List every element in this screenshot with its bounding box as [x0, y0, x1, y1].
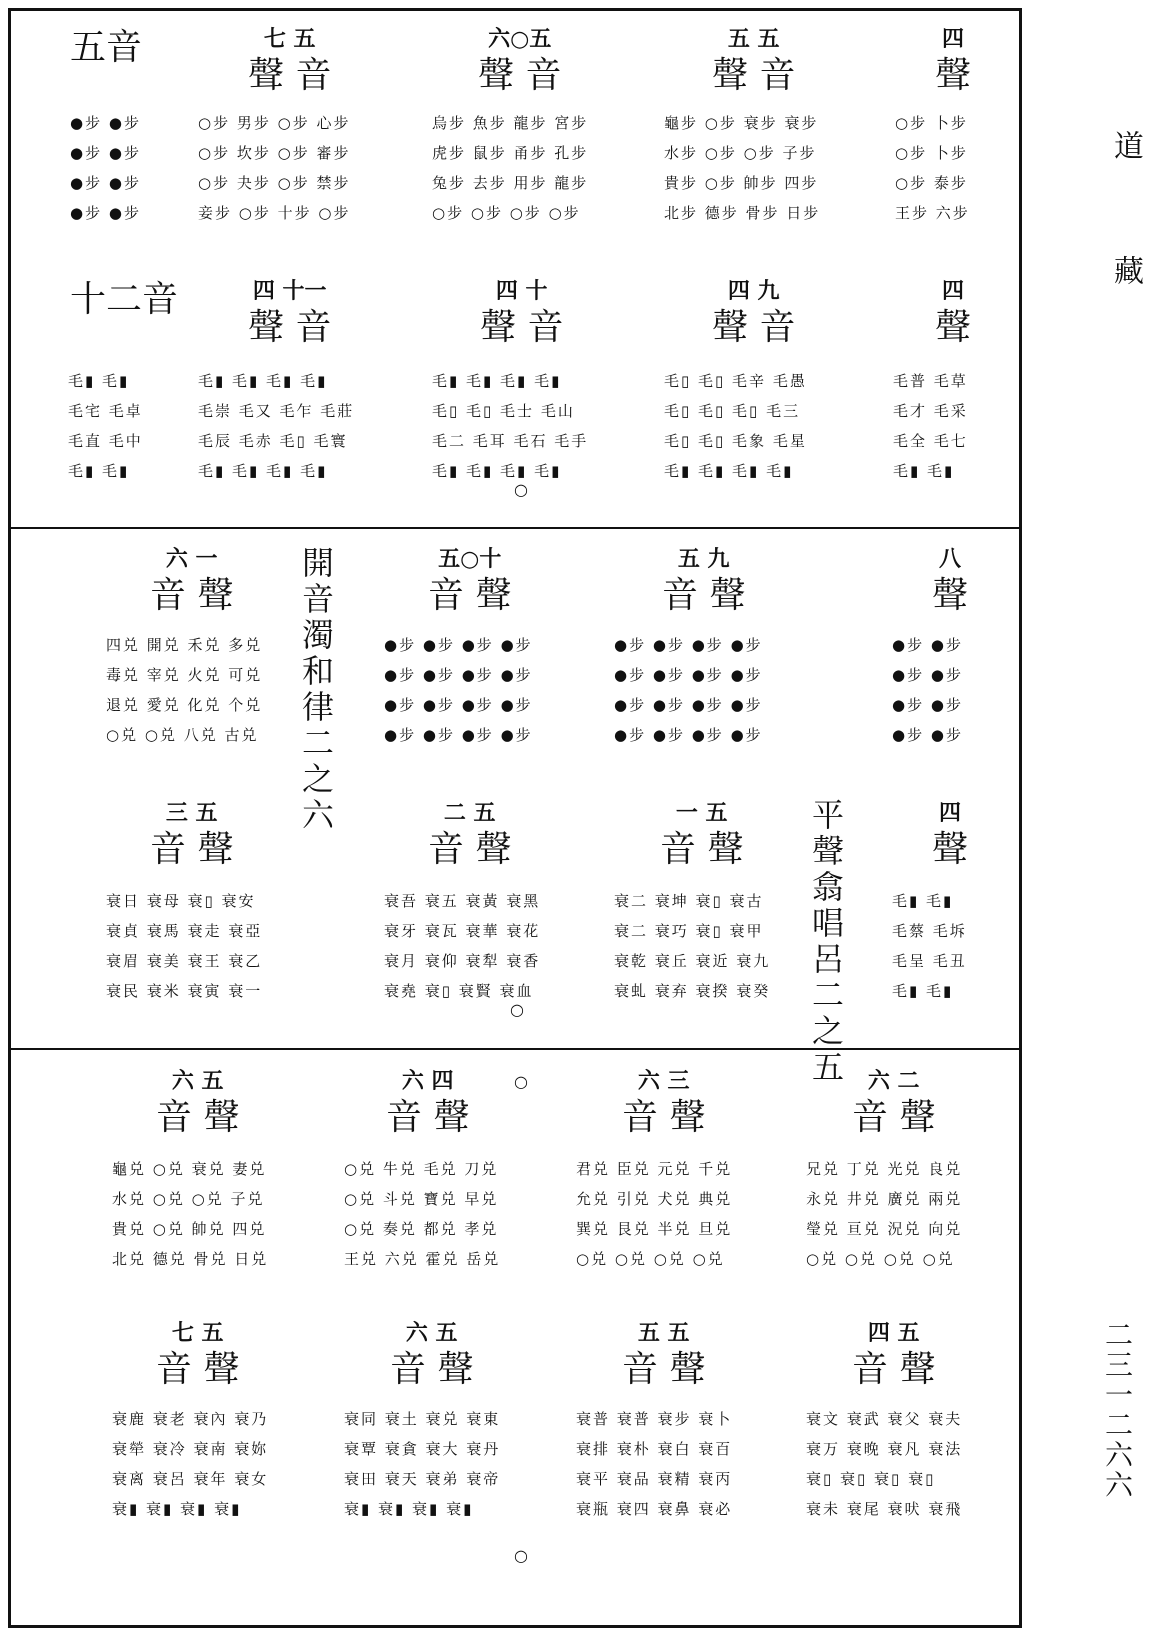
sound-row: 貴步 ○步 帥步 四步	[664, 174, 819, 192]
heading-column	[428, 802, 511, 868]
heading-column	[480, 280, 563, 346]
sound-row: 水兑 ○兑 ○兑 子兑	[112, 1190, 265, 1208]
sound-row: ●步 ●步	[70, 174, 141, 192]
heading-text: 聲 音	[712, 307, 796, 348]
table-heading	[932, 802, 968, 868]
sound-row: 衰眉 衰美 衰王 衰乙	[106, 952, 263, 970]
heading-column	[662, 548, 745, 614]
sound-row: 衰瓶 衰四 衰鼻 衰必	[576, 1500, 733, 1518]
sound-row: 毒兑 宰兑 火兑 可兑	[106, 666, 263, 684]
heading-text: 五音	[70, 27, 143, 68]
heading-top: 五 五	[727, 26, 780, 52]
sound-row: ○兑 斗兑 寶兑 早兑	[344, 1190, 499, 1208]
heading-text: 聲 音	[480, 307, 564, 348]
heading-top: 六○五	[488, 26, 552, 52]
sound-row: 衰堯 衰▯ 衰賢 衰血	[384, 982, 534, 1000]
heading-text: 聲	[935, 307, 972, 348]
sound-row: 衰月 衰仰 衰犁 衰香	[384, 952, 541, 970]
sound-row: ○兑 ○兑 八兑 古兑	[106, 726, 259, 744]
sound-row: 巽兑 艮兑 半兑 旦兑	[576, 1220, 733, 1238]
sound-row: 毛普 毛草	[893, 372, 968, 390]
table-heading	[428, 802, 511, 868]
heading-column	[712, 28, 795, 94]
heading-text: 音 聲	[150, 829, 234, 870]
heading-text: 十二音	[70, 279, 179, 320]
heading-top: 六 三	[637, 1068, 690, 1094]
sound-row: 北步 德步 骨步 日步	[664, 204, 821, 222]
sound-row: ●步 ●步	[892, 666, 963, 684]
sound-row: 毛▮ 毛▮	[892, 892, 954, 910]
sound-row: 毛崇 毛又 毛乍 毛莊	[198, 402, 355, 420]
sound-row: ●步 ●步	[892, 726, 963, 744]
heading-column	[935, 28, 971, 94]
heading-text: 音 聲	[428, 829, 512, 870]
heading-text: 音 聲	[662, 575, 746, 616]
heading-column	[932, 548, 968, 614]
sound-row: 龜兑 ○兑 衰兑 妻兑	[112, 1160, 267, 1178]
heading-top: 六 五	[405, 1320, 458, 1346]
sound-row: 永兑 井兑 廣兑 兩兑	[806, 1190, 963, 1208]
heading-top: 五 九	[677, 546, 730, 572]
sound-rows	[384, 886, 540, 1006]
circle-mark: ○	[510, 1000, 524, 1019]
sound-row: 毛宅 毛卓	[68, 402, 143, 420]
sound-row: 妾步 ○步 十步 ○步	[198, 204, 351, 222]
sound-row: 衰排 衰朴 衰白 衰百	[576, 1440, 733, 1458]
table-heading	[932, 548, 968, 614]
heading-column	[852, 1070, 935, 1136]
heading-top: 七 五	[171, 1320, 224, 1346]
table-heading	[70, 27, 143, 68]
sound-row: ●步 ●步 ●步 ●步	[384, 696, 533, 714]
sound-rows	[664, 108, 820, 228]
sound-row: 衰乾 衰丘 衰近 衰九	[614, 952, 771, 970]
sound-row: 貴兑 ○兑 帥兑 四兑	[112, 1220, 267, 1238]
sound-rows	[806, 1404, 962, 1524]
sound-row: 王步 六步	[895, 204, 970, 222]
heading-text: 音 聲	[156, 1349, 240, 1390]
sound-row: 衰覃 衰貪 衰大 衰丹	[344, 1440, 501, 1458]
heading-column	[390, 1322, 473, 1388]
sound-row: 毛▮ 毛▮	[893, 462, 955, 480]
sound-row: ○步 泰步	[895, 174, 968, 192]
heading-text: 聲	[932, 575, 969, 616]
sound-row: 衰文 衰武 衰父 衰夫	[806, 1410, 963, 1428]
sound-row: ●步 ●步 ●步 ●步	[614, 696, 763, 714]
sound-row: 衰吾 衰五 衰黃 衰黑	[384, 892, 541, 910]
sound-row: 毛蔡 毛坼	[892, 922, 967, 940]
sound-row: 毛▮ 毛▮ 毛▮ 毛▮	[198, 462, 328, 480]
heading-column	[935, 280, 971, 346]
sound-row: ○步 卜步	[895, 114, 968, 132]
sound-row: 衰貞 衰馬 衰走 衰亞	[106, 922, 263, 940]
sound-rows	[432, 366, 588, 486]
table-heading	[70, 279, 179, 320]
sound-rows	[895, 108, 970, 228]
heading-column	[386, 1070, 469, 1136]
sound-row: 衰二 衰巧 衰▯ 衰甲	[614, 922, 764, 940]
sound-rows	[614, 630, 763, 750]
heading-text: 音 聲	[660, 829, 744, 870]
heading-top: 六 四	[401, 1068, 454, 1094]
sound-row: 烏步 魚步 龍步 宮步	[432, 114, 589, 132]
sound-row: ●步 ●步 ●步 ●步	[384, 636, 533, 654]
page-number: 二三一二六六	[1101, 1320, 1134, 1500]
sound-rows	[198, 108, 350, 228]
sound-row: 衰▮ 衰▮ 衰▮ 衰▮	[112, 1500, 242, 1518]
sound-rows	[806, 1154, 962, 1274]
heading-top: 一 五	[675, 800, 728, 826]
sound-row: 衰万 衰晚 衰凡 衰法	[806, 1440, 963, 1458]
heading-text: 音 聲	[390, 1349, 474, 1390]
sound-row: 龜步 ○步 衰步 衰步	[664, 114, 819, 132]
heading-top: 四 十	[495, 278, 548, 304]
sound-row: ●步 ●步 ●步 ●步	[384, 666, 533, 684]
sound-row: 毛直 毛中	[68, 432, 143, 450]
heading-column	[248, 28, 331, 94]
sound-row: 君兑 臣兑 元兑 千兑	[576, 1160, 733, 1178]
sound-row: ●步 ●步 ●步 ●步	[384, 726, 533, 744]
heading-column	[622, 1070, 705, 1136]
section-title-open-harmony: 開音濁和律二之六	[297, 546, 335, 834]
table-heading	[712, 28, 795, 94]
sound-row: 兔步 去步 用步 龍步	[432, 174, 589, 192]
sound-row: 衰▯ 衰▯ 衰▯ 衰▯	[806, 1470, 936, 1488]
section-title-level-sing: 平聲翕唱呂二之五	[807, 798, 845, 1086]
sound-rows	[106, 886, 262, 1006]
heading-text: 聲 音	[248, 307, 332, 348]
heading-column	[622, 1322, 705, 1388]
sound-rows	[892, 630, 963, 750]
heading-column	[478, 28, 561, 94]
heading-top: 四	[942, 26, 965, 52]
heading-text: 音 聲	[622, 1097, 706, 1138]
sound-rows	[664, 366, 807, 486]
heading-top: 四 五	[867, 1320, 920, 1346]
heading-top: 六 五	[171, 1068, 224, 1094]
table-heading	[156, 1070, 239, 1136]
heading-text: 聲 音	[712, 55, 796, 96]
sound-row: 毛▮ 毛▮	[68, 372, 130, 390]
heading-top: 三 五	[165, 800, 218, 826]
heading-column	[932, 802, 968, 868]
sound-row: ●步 ●步 ●步 ●步	[614, 726, 763, 744]
heading-text: 音 聲	[852, 1349, 936, 1390]
heading-top: 八	[939, 546, 962, 572]
heading-column	[852, 1322, 935, 1388]
sound-row: 衰▮ 衰▮ 衰▮ 衰▮	[344, 1500, 474, 1518]
sound-rows	[112, 1404, 268, 1524]
circle-mark: ○	[514, 1546, 528, 1565]
heading-column	[248, 280, 331, 346]
table-heading	[622, 1070, 705, 1136]
sound-row: 毛才 毛采	[893, 402, 968, 420]
sound-row: 衰离 衰呂 衰年 衰女	[112, 1470, 269, 1488]
heading-column	[150, 548, 233, 614]
sound-row: 水步 ○步 ○步 子步	[664, 144, 817, 162]
sound-row: ●步 ●步 ●步 ●步	[614, 636, 763, 654]
heading-column	[712, 280, 795, 346]
table-heading	[712, 280, 795, 346]
sound-row: 毛▯ 毛▯ 毛▯ 毛三	[664, 402, 801, 420]
sound-row: 瑩兑 亘兑 況兑 向兑	[806, 1220, 963, 1238]
sound-row: 衰二 衰坤 衰▯ 衰古	[614, 892, 764, 910]
table-heading	[248, 28, 331, 94]
sound-row: 衰普 衰普 衰步 衰卜	[576, 1410, 733, 1428]
sound-rows	[432, 108, 588, 228]
divider-1	[8, 527, 1022, 529]
sound-row: ○步 ○步 ○步 ○步	[432, 204, 581, 222]
sound-row: 毛▮ 毛▮ 毛▮ 毛▮	[198, 372, 328, 390]
heading-text: 音 聲	[386, 1097, 470, 1138]
heading-top: 四 十一	[252, 278, 327, 304]
table-heading	[852, 1322, 935, 1388]
sound-row: 允兑 引兑 犬兑 典兑	[576, 1190, 733, 1208]
sound-row: ●步 ●步	[70, 204, 141, 222]
table-heading	[622, 1322, 705, 1388]
table-heading	[660, 802, 743, 868]
heading-column	[70, 279, 179, 320]
sound-row: 毛呈 毛丑	[892, 952, 967, 970]
sound-row: ●步 ●步	[70, 144, 141, 162]
sound-row: 毛▮ 毛▮ 毛▮ 毛▮	[432, 372, 562, 390]
sound-row: 衰牙 衰瓦 衰華 衰花	[384, 922, 541, 940]
sound-row: 毛▯ 毛▯ 毛象 毛星	[664, 432, 807, 450]
sound-row: 虎步 鼠步 甬步 孔步	[432, 144, 589, 162]
sound-row: 毛▮ 毛▮	[68, 462, 130, 480]
sound-row: ○兑 ○兑 ○兑 ○兑	[806, 1250, 955, 1268]
heading-top: 五○十	[438, 546, 502, 572]
sound-rows	[614, 886, 770, 1006]
sound-row: ○兑 奏兑 都兑 孝兑	[344, 1220, 499, 1238]
sound-row: 退兑 愛兑 化兑 个兑	[106, 696, 263, 714]
heading-text: 音 聲	[852, 1097, 936, 1138]
sound-row: ●步 ●步	[70, 114, 141, 132]
sound-row: 衰日 衰母 衰▯ 衰安	[106, 892, 256, 910]
sound-row: 北兑 德兑 骨兑 日兑	[112, 1250, 269, 1268]
table-heading	[248, 280, 331, 346]
heading-column	[660, 802, 743, 868]
sound-row: ○兑 牛兑 毛兑 刀兑	[344, 1160, 499, 1178]
sound-rows	[112, 1154, 268, 1274]
heading-top: 六 二	[867, 1068, 920, 1094]
circle-mark: ○	[514, 1072, 528, 1091]
heading-top: 七 五	[263, 26, 316, 52]
heading-text: 聲 音	[478, 55, 562, 96]
sound-rows	[384, 630, 533, 750]
table-heading	[386, 1070, 469, 1136]
heading-top: 二 五	[443, 800, 496, 826]
sound-row: ●步 ●步	[892, 636, 963, 654]
circle-mark: ○	[514, 480, 528, 499]
margin-top-char: 道	[1108, 130, 1143, 160]
heading-column	[150, 802, 233, 868]
sound-row: 衰同 衰土 衰兑 衰東	[344, 1410, 501, 1428]
heading-text: 音 聲	[622, 1349, 706, 1390]
table-heading	[662, 548, 745, 614]
sound-row: ○步 卜步	[895, 144, 968, 162]
sound-rows	[68, 366, 143, 486]
sound-row: 衰鹿 衰老 衰內 衰乃	[112, 1410, 269, 1428]
sound-row: 毛▮ 毛▮ 毛▮ 毛▮	[432, 462, 562, 480]
table-heading	[935, 280, 971, 346]
sound-row: 兄兑 丁兑 光兑 良兑	[806, 1160, 963, 1178]
sound-row: ○兑 ○兑 ○兑 ○兑	[576, 1250, 725, 1268]
heading-column	[156, 1070, 239, 1136]
sound-rows	[70, 108, 141, 228]
heading-top: 六 一	[165, 546, 218, 572]
sound-row: ○步 男步 ○步 心步	[198, 114, 351, 132]
sound-row: 衰田 衰天 衰弟 衰帝	[344, 1470, 501, 1488]
sound-row: 毛▯ 毛▯ 毛士 毛山	[432, 402, 575, 420]
sound-row: 衰平 衰品 衰精 衰丙	[576, 1470, 733, 1488]
sound-rows	[576, 1404, 732, 1524]
sound-row: 毛▮ 毛▮	[892, 982, 954, 1000]
sound-rows	[106, 630, 262, 750]
sound-row: 毛全 毛七	[893, 432, 968, 450]
sound-row: 四兑 開兑 禾兑 多兑	[106, 636, 263, 654]
sound-row: 毛二 毛耳 毛石 毛手	[432, 432, 589, 450]
heading-top: 四 九	[727, 278, 780, 304]
table-heading	[150, 802, 233, 868]
sound-row: 毛辰 毛赤 毛▯ 毛寰	[198, 432, 348, 450]
heading-top: 五 五	[637, 1320, 690, 1346]
table-heading	[935, 28, 971, 94]
heading-column	[428, 548, 511, 614]
sound-rows	[893, 366, 968, 486]
heading-top: 四	[942, 278, 965, 304]
heading-top: 四	[939, 800, 962, 826]
heading-text: 音 聲	[428, 575, 512, 616]
sound-row: 衰虬 衰弃 衰揆 衰癸	[614, 982, 771, 1000]
table-heading	[150, 548, 233, 614]
sound-rows	[576, 1154, 732, 1274]
sound-rows	[198, 366, 354, 486]
sound-rows	[344, 1154, 500, 1274]
heading-text: 音 聲	[150, 575, 234, 616]
heading-text: 聲	[935, 55, 972, 96]
sound-rows	[344, 1404, 500, 1524]
heading-text: 聲	[932, 829, 969, 870]
sound-row: 衰民 衰米 衰寅 衰一	[106, 982, 263, 1000]
sound-row: 毛▮ 毛▮ 毛▮ 毛▮	[664, 462, 794, 480]
sound-row: ○步 坎步 ○步 審步	[198, 144, 351, 162]
table-heading	[428, 548, 511, 614]
sound-row: 王兑 六兑 霍兑 岳兑	[344, 1250, 501, 1268]
table-heading	[480, 280, 563, 346]
table-heading	[852, 1070, 935, 1136]
sound-row: 衰犖 衰冷 衰南 衰妳	[112, 1440, 269, 1458]
sound-row: ●步 ●步 ●步 ●步	[614, 666, 763, 684]
heading-text: 音 聲	[156, 1097, 240, 1138]
sound-row: 衰未 衰尾 衰吠 衰飛	[806, 1500, 963, 1518]
margin-mid-char: 藏	[1108, 255, 1143, 285]
divider-2	[8, 1048, 1022, 1050]
heading-column	[156, 1322, 239, 1388]
table-heading	[478, 28, 561, 94]
sound-row: ●步 ●步	[892, 696, 963, 714]
heading-text: 聲 音	[248, 55, 332, 96]
sound-row: 毛▯ 毛▯ 毛辛 毛愚	[664, 372, 807, 390]
table-heading	[156, 1322, 239, 1388]
sound-rows	[892, 886, 967, 1006]
heading-column	[70, 27, 143, 68]
table-heading	[390, 1322, 473, 1388]
sound-row: ○步 夬步 ○步 禁步	[198, 174, 351, 192]
